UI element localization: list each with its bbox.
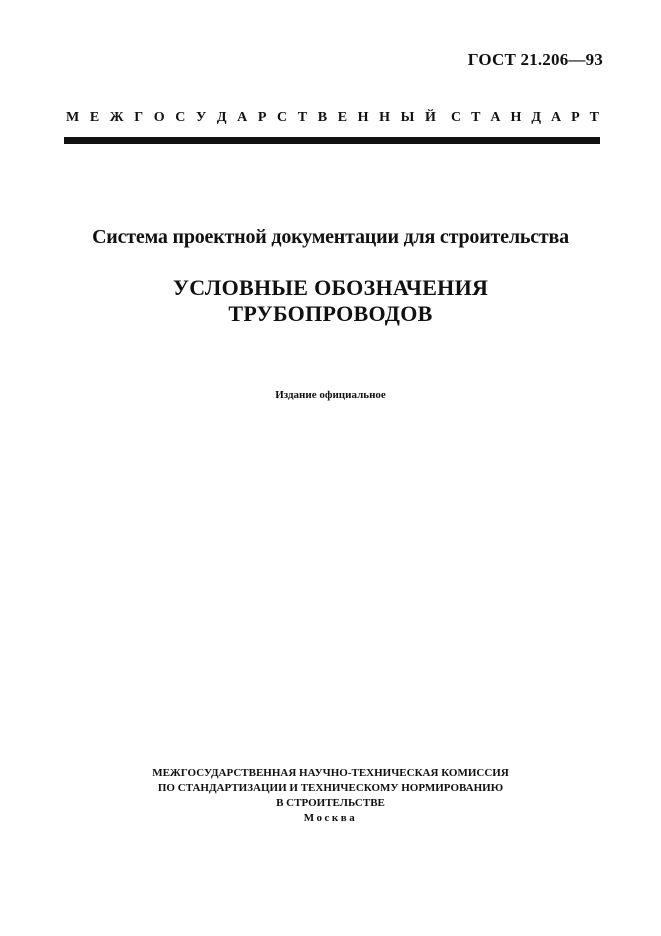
letter: С [451, 110, 462, 125]
letter: Д [216, 110, 227, 125]
letter: Н [379, 110, 391, 125]
document-title-line-1: УСЛОВНЫЕ ОБОЗНАЧЕНИЯ [172, 275, 489, 300]
letter: Е [89, 110, 100, 125]
letter: Р [571, 110, 580, 125]
letter: О [153, 110, 165, 125]
letter: Н [510, 110, 522, 125]
standard-code: ГОСТ 21.206—93 [467, 50, 603, 69]
letter: Д [531, 110, 541, 125]
letter: Ж [109, 110, 124, 125]
standard-type-word-standard [451, 110, 599, 126]
edition-note: Издание официальное [275, 389, 386, 401]
publisher-line-3: В СТРОИТЕЛЬСТВЕ [276, 797, 385, 809]
letter: Г [134, 110, 144, 125]
standard-type-heading [66, 110, 599, 126]
letter: Е [337, 110, 348, 125]
letter: С [277, 110, 288, 125]
letter: Т [471, 110, 481, 125]
letter: У [196, 110, 207, 125]
letter: А [550, 110, 562, 125]
publisher-line-2: ПО СТАНДАРТИЗАЦИИ И ТЕХНИЧЕСКОМУ НОРМИРОВАНИЮ [157, 782, 504, 794]
letter: С [175, 110, 186, 125]
letter: А [490, 110, 501, 125]
letter: Т [297, 110, 308, 125]
publisher-line-1: МЕЖГОСУДАРСТВЕННАЯ НАУЧНО-ТЕХНИЧЕСКАЯ КОМИССИЯ [152, 767, 509, 779]
publisher-block [0, 766, 661, 826]
letter: М [66, 110, 80, 125]
system-title: Система проектной документации для строительства [92, 226, 569, 248]
document-title-line-2: ТРУБОПРОВОДОВ [228, 301, 433, 326]
letter: Ы [400, 110, 415, 125]
document-title [0, 275, 661, 327]
header-divider [64, 137, 600, 144]
standard-type-word-interstate [66, 110, 436, 126]
letter: Т [589, 110, 599, 125]
letter: В [317, 110, 328, 125]
publisher-city: Москва [303, 812, 358, 824]
letter: А [237, 110, 248, 125]
letter: Н [357, 110, 369, 125]
letter: Й [425, 110, 436, 125]
letter: Р [257, 110, 267, 125]
